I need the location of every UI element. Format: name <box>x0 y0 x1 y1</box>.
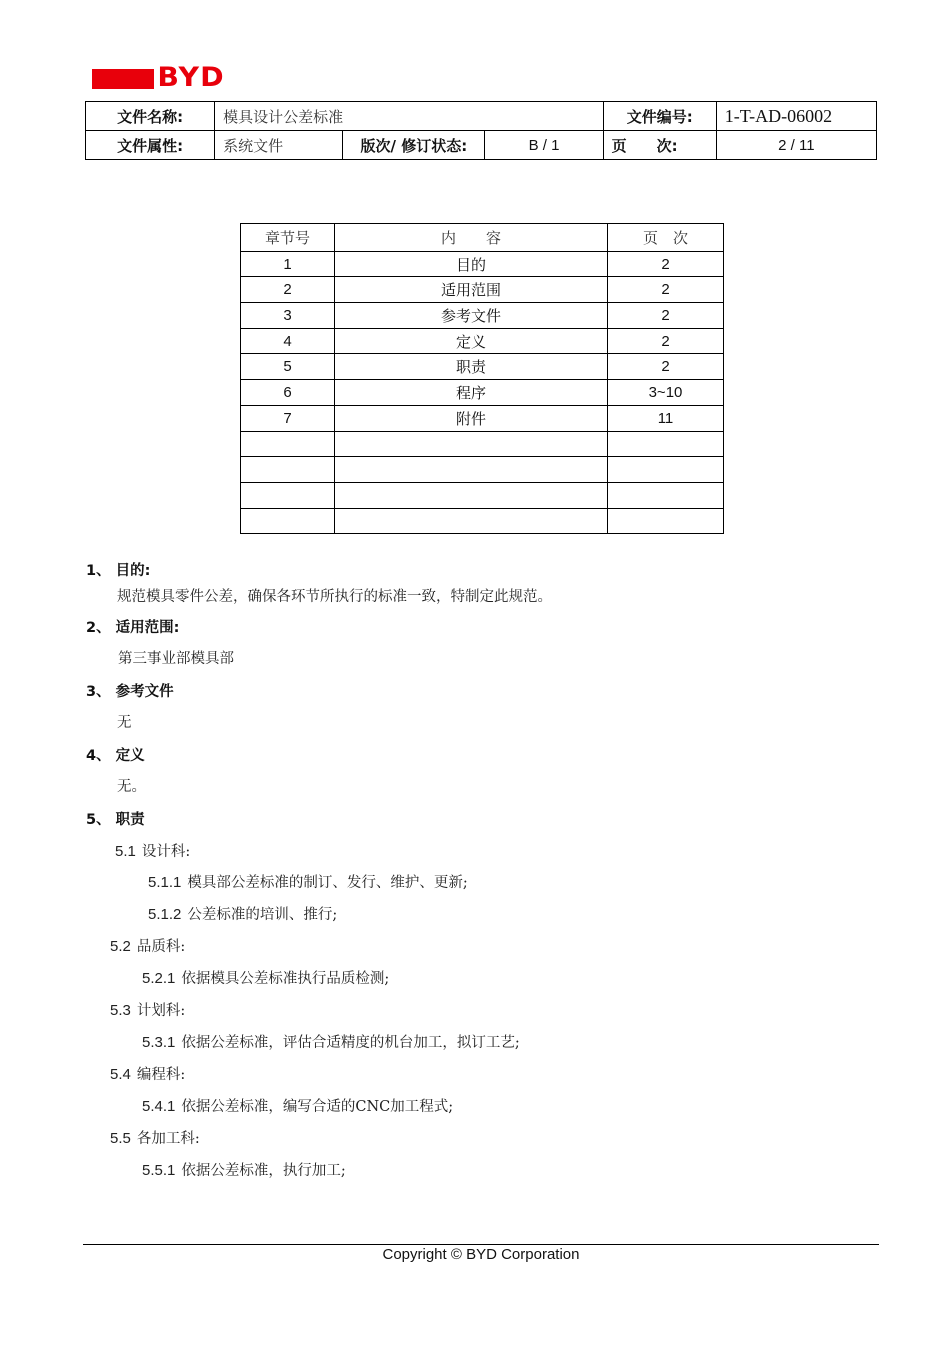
item-number: 5.2.1 <box>142 970 176 987</box>
list-item <box>148 905 337 925</box>
doc-name-label: 文件名称: <box>86 102 215 131</box>
table-row <box>241 431 724 457</box>
item-text: 编程科: <box>136 1067 186 1083</box>
page-value: 2 / 11 <box>716 131 876 160</box>
page-label: 页 次: <box>603 131 716 160</box>
item-number: 5.1.2 <box>148 906 182 923</box>
document-header-table <box>85 101 877 160</box>
contents-table <box>240 223 724 534</box>
toc-section-no <box>241 508 335 534</box>
toc-page <box>608 508 724 534</box>
table-row <box>241 303 724 329</box>
item-number: 5.3 <box>110 1002 131 1019</box>
toc-content: 职责 <box>335 354 608 380</box>
item-text: 依据公差标准，编写合适的CNC加工程式; <box>181 1099 454 1115</box>
section-2-heading: 2、 适用范围: <box>86 620 180 636</box>
logo-red-bar <box>92 69 154 89</box>
toc-header-section: 章节号 <box>241 224 335 252</box>
item-text: 品质科: <box>136 939 186 955</box>
toc-page: 11 <box>608 405 724 431</box>
item-text: 计划科: <box>136 1003 186 1019</box>
toc-content <box>335 482 608 508</box>
toc-content <box>335 431 608 457</box>
item-text: 依据公差标准，评估合适精度的机台加工，拟订工艺; <box>181 1035 520 1051</box>
toc-section-no <box>241 457 335 483</box>
list-item <box>142 1161 346 1181</box>
item-number: 5.5 <box>110 1130 131 1147</box>
table-row <box>241 405 724 431</box>
list-item <box>115 842 190 862</box>
section-4-text: 无。 <box>117 779 146 795</box>
toc-content <box>335 457 608 483</box>
list-item <box>142 969 389 989</box>
toc-header-content: 内 容 <box>335 224 608 252</box>
toc-section-no: 1 <box>241 251 335 277</box>
item-number: 5.2 <box>110 938 131 955</box>
section-1-heading: 1、 目的: <box>86 563 151 579</box>
toc-content: 定义 <box>335 328 608 354</box>
item-text: 公差标准的培训、推行; <box>187 907 338 923</box>
toc-content: 附件 <box>335 405 608 431</box>
table-row <box>241 457 724 483</box>
section-3-heading: 3、 参考文件 <box>86 684 174 700</box>
item-number: 5.1.1 <box>148 874 182 891</box>
table-row <box>241 328 724 354</box>
toc-header-page: 页 次 <box>608 224 724 252</box>
item-number: 5.5.1 <box>142 1162 176 1179</box>
toc-section-no: 2 <box>241 277 335 303</box>
toc-page <box>608 457 724 483</box>
toc-page: 2 <box>608 277 724 303</box>
version-value: B / 1 <box>485 131 603 160</box>
doc-name-value: 模具设计公差标准 <box>215 102 603 131</box>
item-text: 模具部公差标准的制订、发行、维护、更新; <box>187 875 468 891</box>
list-item <box>110 1065 185 1085</box>
toc-content: 程序 <box>335 380 608 406</box>
toc-section-no: 6 <box>241 380 335 406</box>
list-item <box>110 1001 185 1021</box>
toc-section-no: 4 <box>241 328 335 354</box>
toc-content: 目的 <box>335 251 608 277</box>
list-item <box>110 937 185 957</box>
item-number: 5.3.1 <box>142 1034 176 1051</box>
item-text: 依据公差标准，执行加工; <box>181 1163 346 1179</box>
toc-page: 2 <box>608 328 724 354</box>
toc-page: 2 <box>608 251 724 277</box>
item-text: 依据模具公差标准执行品质检测; <box>181 971 390 987</box>
table-row <box>241 277 724 303</box>
table-row <box>241 380 724 406</box>
section-5-heading: 5、 职责 <box>86 812 145 828</box>
version-label: 版次/ 修订状态: <box>343 131 485 160</box>
toc-section-no <box>241 482 335 508</box>
table-row <box>241 508 724 534</box>
toc-section-no: 7 <box>241 405 335 431</box>
item-text: 设计科: <box>141 844 191 860</box>
doc-attr-value: 系统文件 <box>215 131 343 160</box>
toc-section-no: 5 <box>241 354 335 380</box>
toc-page: 3~10 <box>608 380 724 406</box>
toc-content <box>335 508 608 534</box>
section-2-text: 第三事业部模具部 <box>118 651 234 667</box>
table-row <box>241 354 724 380</box>
toc-page: 2 <box>608 354 724 380</box>
toc-page <box>608 482 724 508</box>
item-number: 5.1 <box>115 843 136 860</box>
copyright-text: Copyright © BYD Corporation <box>382 1246 580 1263</box>
section-3-text: 无 <box>117 715 132 731</box>
doc-no-label: 文件编号: <box>603 102 716 131</box>
toc-content: 适用范围 <box>335 277 608 303</box>
doc-attr-label: 文件属性: <box>86 131 215 160</box>
item-number: 5.4.1 <box>142 1098 176 1115</box>
toc-section-no <box>241 431 335 457</box>
toc-page <box>608 431 724 457</box>
item-number: 5.4 <box>110 1066 131 1083</box>
list-item <box>142 1097 453 1117</box>
table-row <box>241 482 724 508</box>
list-item <box>148 873 468 893</box>
item-text: 各加工科: <box>136 1131 200 1147</box>
toc-section-no: 3 <box>241 303 335 329</box>
byd-logo: BYD <box>157 62 225 93</box>
toc-content: 参考文件 <box>335 303 608 329</box>
section-4-heading: 4、 定义 <box>86 748 145 764</box>
list-item <box>110 1129 200 1149</box>
toc-page: 2 <box>608 303 724 329</box>
list-item <box>142 1033 520 1053</box>
section-1-text: 规范模具零件公差，确保各环节所执行的标准一致，特制定此规范。 <box>117 589 552 605</box>
doc-no-value: 1-T-AD-06002 <box>716 102 876 131</box>
footer-divider <box>83 1244 879 1245</box>
table-row <box>241 251 724 277</box>
